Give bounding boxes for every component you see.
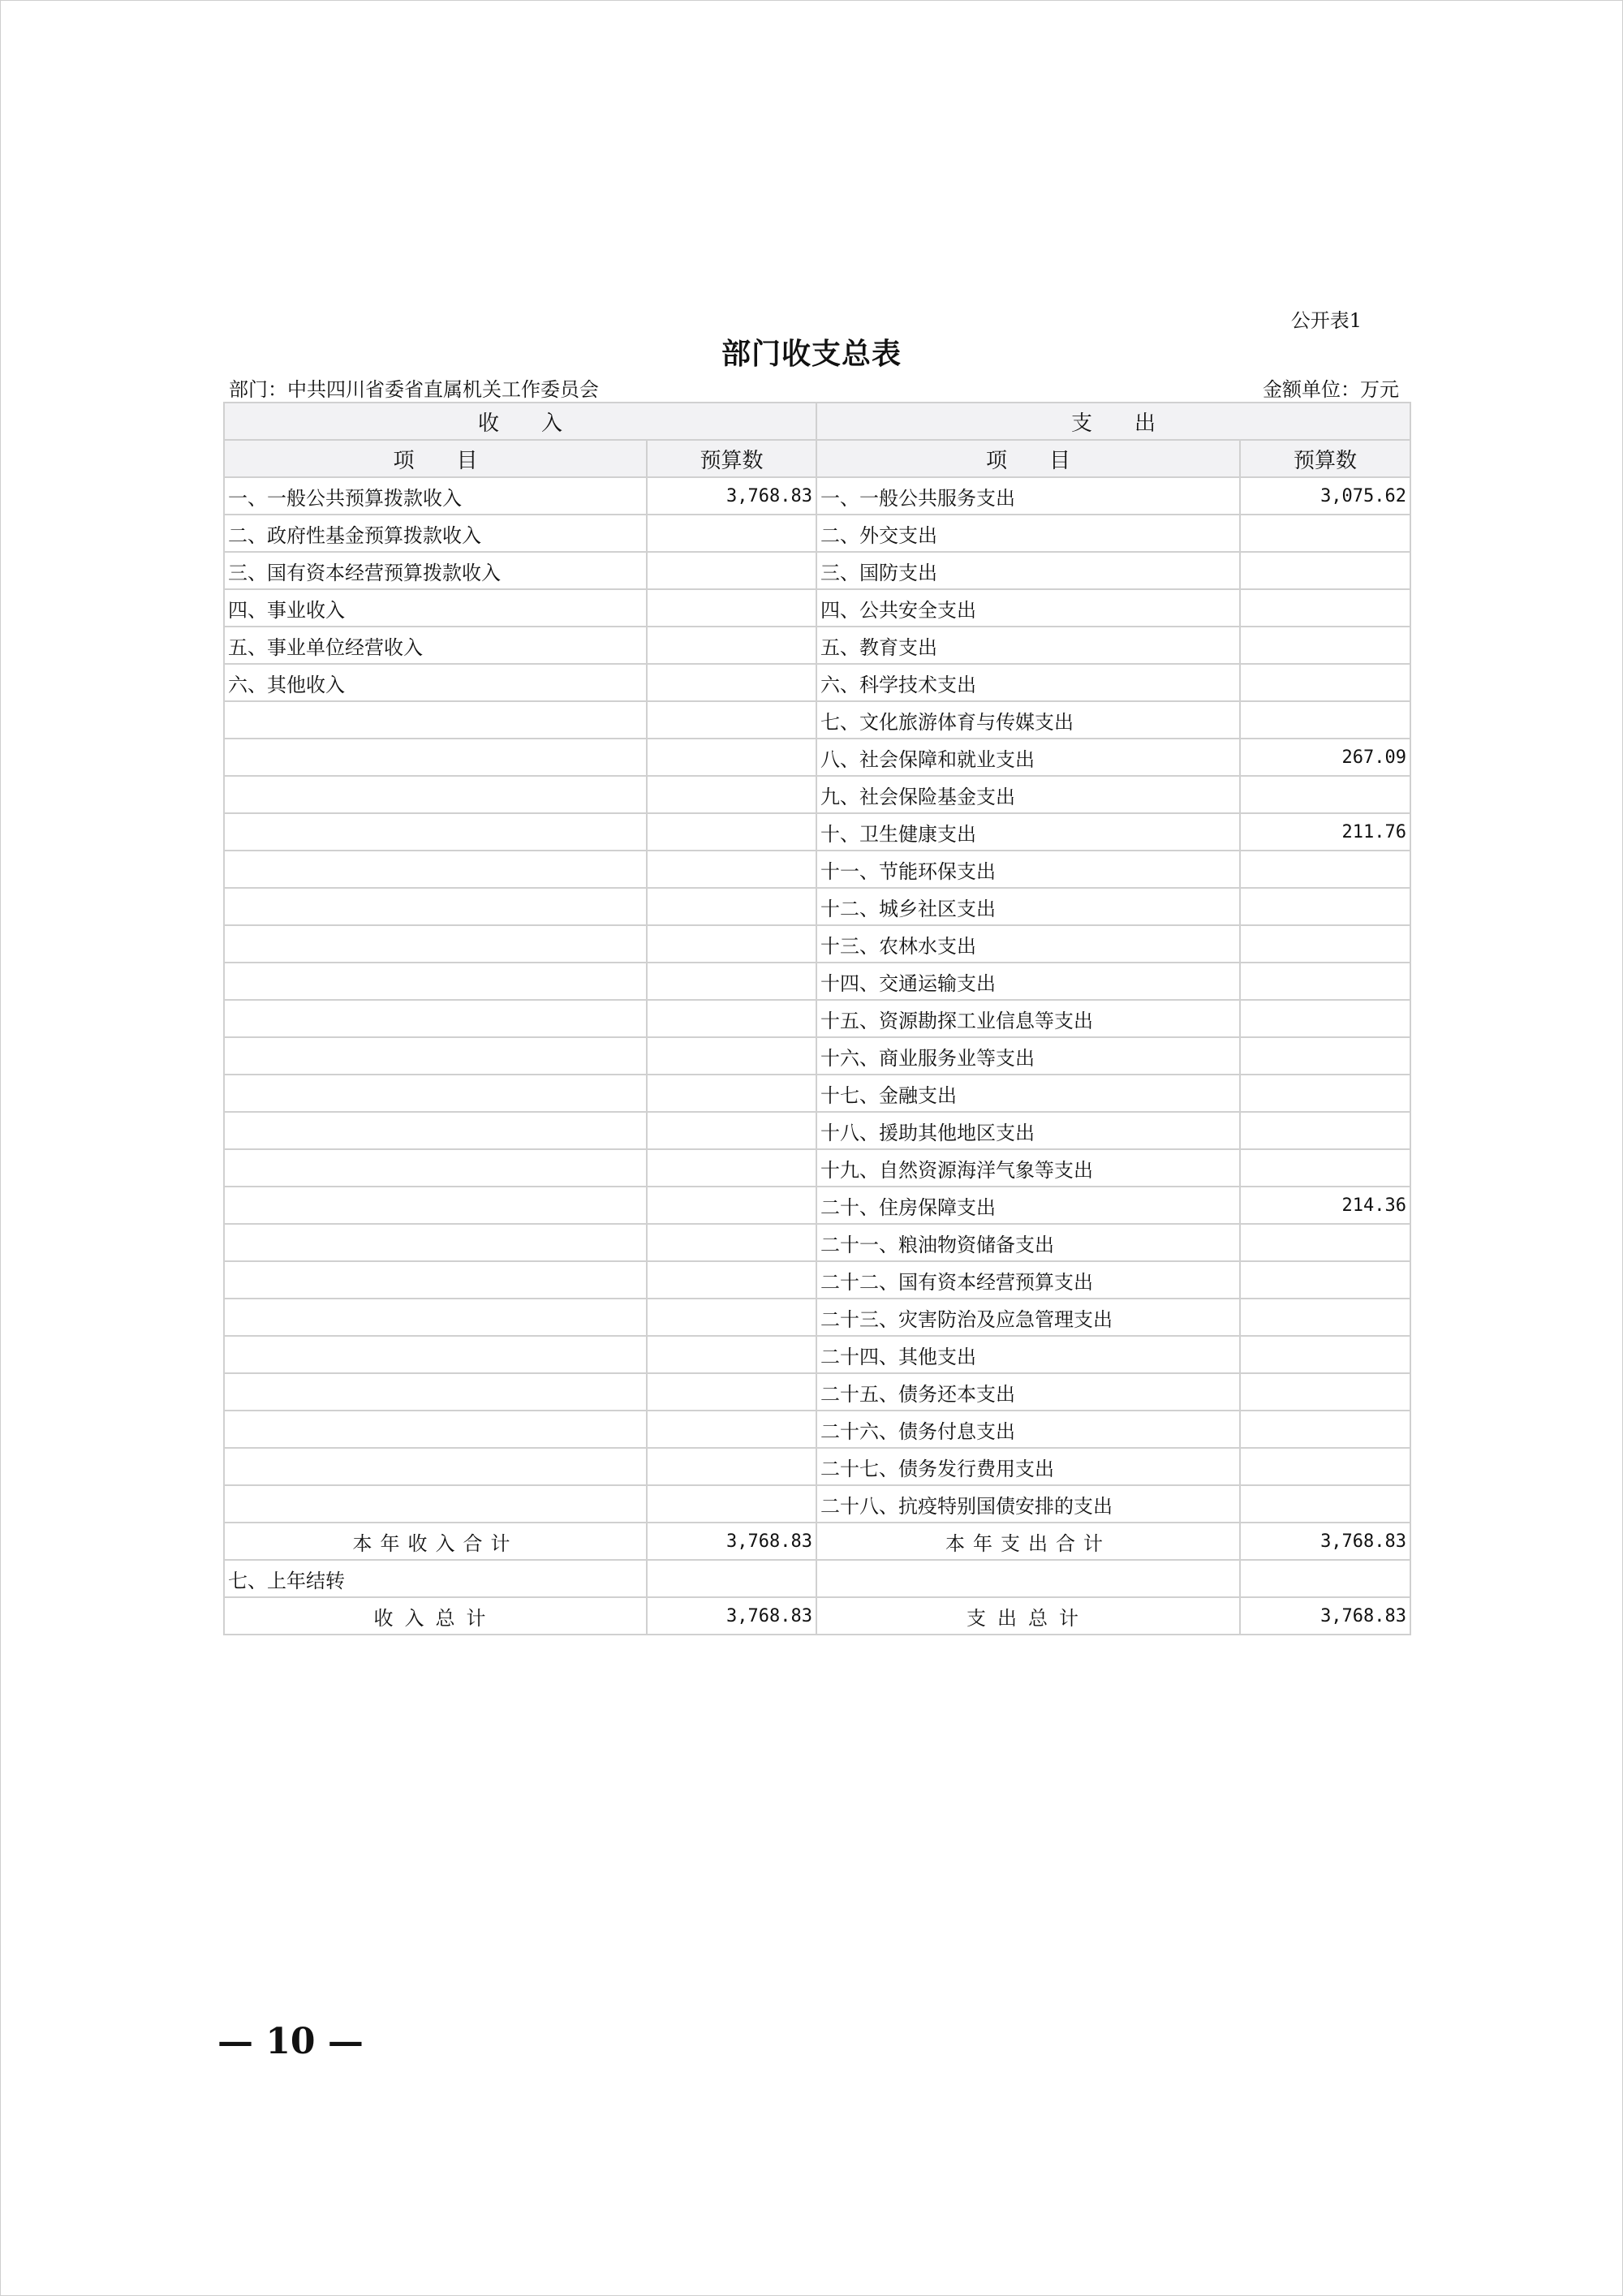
income-item-cell <box>224 1037 647 1075</box>
income-value-cell <box>647 701 816 739</box>
income-item-cell <box>224 1000 647 1037</box>
income-item-cell: 六、其他收入 <box>224 664 647 701</box>
carryover-income-item: 七、上年结转 <box>224 1560 647 1597</box>
expense-value-cell <box>1240 1261 1410 1299</box>
expense-value-cell <box>1240 1299 1410 1336</box>
expense-item-cell: 八、社会保障和就业支出 <box>816 739 1240 776</box>
expense-value-cell <box>1240 1448 1410 1485</box>
expense-value-cell <box>1240 888 1410 925</box>
income-value-cell <box>647 1448 816 1485</box>
table-section-header <box>224 403 1410 440</box>
amount-unit-label: 金额单位：万元 <box>1263 378 1399 401</box>
expense-value-cell: 214.36 <box>1240 1187 1410 1224</box>
expense-value-cell <box>1240 1373 1410 1411</box>
page-number: — 10 — <box>217 2021 364 2062</box>
income-value-cell <box>647 515 816 552</box>
document-title: 部门收支总表 <box>721 338 902 371</box>
expense-item-cell: 二十、住房保障支出 <box>816 1187 1240 1224</box>
expense-value-cell <box>1240 925 1410 963</box>
income-item-cell <box>224 1411 647 1448</box>
income-item-cell <box>224 1299 647 1336</box>
income-value-cell <box>647 963 816 1000</box>
income-item-cell <box>224 813 647 851</box>
income-value-cell <box>647 1224 816 1261</box>
income-value-cell <box>647 589 816 627</box>
income-value-cell <box>647 851 816 888</box>
expense-item-cell: 六、科学技术支出 <box>816 664 1240 701</box>
department-label: 部门：中共四川省委省直属机关工作委员会 <box>229 378 599 401</box>
income-item-column-header: 项 目 <box>224 440 647 477</box>
year-income-total-value: 3,768.83 <box>647 1523 816 1560</box>
income-item-cell <box>224 1336 647 1373</box>
expense-value-cell <box>1240 1075 1410 1112</box>
income-value-cell <box>647 813 816 851</box>
expense-value-cell <box>1240 1411 1410 1448</box>
form-number: 公开表1 <box>1290 309 1362 332</box>
income-budget-column-header: 预算数 <box>647 440 816 477</box>
income-value-cell <box>647 1075 816 1112</box>
expense-value-cell <box>1240 1000 1410 1037</box>
table-row <box>224 851 1410 888</box>
table-row <box>224 1261 1410 1299</box>
table-row <box>224 739 1410 776</box>
expense-item-cell: 五、教育支出 <box>816 627 1240 664</box>
expense-item-cell: 十九、自然资源海洋气象等支出 <box>816 1149 1240 1187</box>
expense-value-cell <box>1240 1112 1410 1149</box>
income-value-cell <box>647 1299 816 1336</box>
expense-value-cell <box>1240 1149 1410 1187</box>
expense-item-cell: 二十一、粮油物资储备支出 <box>816 1224 1240 1261</box>
income-item-cell: 四、事业收入 <box>224 589 647 627</box>
table-row <box>224 1000 1410 1037</box>
expense-item-cell: 十、卫生健康支出 <box>816 813 1240 851</box>
grand-expense-total-value: 3,768.83 <box>1240 1597 1410 1635</box>
table-row <box>224 664 1410 701</box>
income-section-header: 收 入 <box>224 403 816 440</box>
grand-income-total-value: 3,768.83 <box>647 1597 816 1635</box>
income-item-cell <box>224 925 647 963</box>
income-item-cell: 一、一般公共预算拨款收入 <box>224 477 647 515</box>
table-row <box>224 813 1410 851</box>
carryover-income-value <box>647 1560 816 1597</box>
year-income-total-label: 本年收入合计 <box>224 1523 647 1560</box>
table-row <box>224 1075 1410 1112</box>
table-row <box>224 888 1410 925</box>
table-row <box>224 925 1410 963</box>
expense-item-cell: 十七、金融支出 <box>816 1075 1240 1112</box>
income-value-cell <box>647 1261 816 1299</box>
income-value-cell <box>647 1336 816 1373</box>
income-item-cell: 五、事业单位经营收入 <box>224 627 647 664</box>
expense-value-cell <box>1240 1485 1410 1523</box>
income-item-cell: 二、政府性基金预算拨款收入 <box>224 515 647 552</box>
expense-budget-column-header: 预算数 <box>1240 440 1410 477</box>
expense-item-cell: 十五、资源勘探工业信息等支出 <box>816 1000 1240 1037</box>
table-row <box>224 1485 1410 1523</box>
table-row <box>224 1224 1410 1261</box>
expense-value-cell <box>1240 851 1410 888</box>
year-expense-total-label: 本年支出合计 <box>816 1523 1240 1560</box>
table-row <box>224 1187 1410 1224</box>
income-value-cell <box>647 1000 816 1037</box>
income-value-cell <box>647 664 816 701</box>
income-value-cell <box>647 1411 816 1448</box>
expense-item-cell: 十四、交通运输支出 <box>816 963 1240 1000</box>
expense-value-cell <box>1240 776 1410 813</box>
expense-item-column-header: 项 目 <box>816 440 1240 477</box>
income-item-cell <box>224 739 647 776</box>
income-item-cell <box>224 1149 647 1187</box>
table-row <box>224 701 1410 739</box>
expense-item-cell: 二十七、债务发行费用支出 <box>816 1448 1240 1485</box>
grand-income-total-label: 收入总计 <box>224 1597 647 1635</box>
income-item-cell: 三、国有资本经营预算拨款收入 <box>224 552 647 589</box>
expense-value-cell <box>1240 515 1410 552</box>
income-item-cell <box>224 701 647 739</box>
expense-item-cell: 十八、援助其他地区支出 <box>816 1112 1240 1149</box>
table-row <box>224 1448 1410 1485</box>
expense-item-cell: 三、国防支出 <box>816 552 1240 589</box>
carryover-expense-item <box>816 1560 1240 1597</box>
table-row <box>224 1149 1410 1187</box>
table-row <box>224 1299 1410 1336</box>
income-item-cell <box>224 1075 647 1112</box>
income-item-cell <box>224 1485 647 1523</box>
expense-item-cell: 二十五、债务还本支出 <box>816 1373 1240 1411</box>
expense-value-cell: 3,075.62 <box>1240 477 1410 515</box>
income-item-cell <box>224 1261 647 1299</box>
table-row <box>224 1112 1410 1149</box>
expense-value-cell: 211.76 <box>1240 813 1410 851</box>
expense-value-cell <box>1240 1336 1410 1373</box>
expense-item-cell: 十一、节能环保支出 <box>816 851 1240 888</box>
table-row <box>224 627 1410 664</box>
expense-item-cell: 十三、农林水支出 <box>816 925 1240 963</box>
expense-item-cell: 四、公共安全支出 <box>816 589 1240 627</box>
table-row <box>224 1336 1410 1373</box>
expense-value-cell: 267.09 <box>1240 739 1410 776</box>
table-row <box>224 552 1410 589</box>
grand-expense-total-label: 支出总计 <box>816 1597 1240 1635</box>
income-value-cell <box>647 776 816 813</box>
income-item-cell <box>224 1448 647 1485</box>
income-value-cell <box>647 1485 816 1523</box>
table-row <box>224 515 1410 552</box>
expense-item-cell: 七、文化旅游体育与传媒支出 <box>816 701 1240 739</box>
table-row <box>224 1037 1410 1075</box>
expense-value-cell <box>1240 963 1410 1000</box>
income-value-cell <box>647 1187 816 1224</box>
expense-value-cell <box>1240 664 1410 701</box>
expense-value-cell <box>1240 1037 1410 1075</box>
income-value-cell <box>647 1112 816 1149</box>
expense-item-cell: 九、社会保险基金支出 <box>816 776 1240 813</box>
expense-item-cell: 二十三、灾害防治及应急管理支出 <box>816 1299 1240 1336</box>
expense-value-cell <box>1240 552 1410 589</box>
income-item-cell <box>224 963 647 1000</box>
table-column-header <box>224 440 1410 477</box>
table-row <box>224 1411 1410 1448</box>
income-item-cell <box>224 1187 647 1224</box>
expense-item-cell: 十二、城乡社区支出 <box>816 888 1240 925</box>
table-row <box>224 589 1410 627</box>
expense-item-cell: 二十八、抗疫特别国债安排的支出 <box>816 1485 1240 1523</box>
expense-section-header: 支 出 <box>816 403 1410 440</box>
income-item-cell <box>224 1112 647 1149</box>
income-item-cell <box>224 1373 647 1411</box>
expense-value-cell <box>1240 627 1410 664</box>
income-item-cell <box>224 1224 647 1261</box>
expense-item-cell: 二十二、国有资本经营预算支出 <box>816 1261 1240 1299</box>
income-value-cell <box>647 1149 816 1187</box>
expense-value-cell <box>1240 589 1410 627</box>
income-value-cell <box>647 552 816 589</box>
year-total-row <box>224 1523 1410 1560</box>
income-item-cell <box>224 888 647 925</box>
table-row <box>224 776 1410 813</box>
income-value-cell: 3,768.83 <box>647 477 816 515</box>
income-item-cell <box>224 776 647 813</box>
income-value-cell <box>647 925 816 963</box>
table-row <box>224 477 1410 515</box>
grand-total-row <box>224 1597 1410 1635</box>
expense-item-cell: 十六、商业服务业等支出 <box>816 1037 1240 1075</box>
table-row <box>224 963 1410 1000</box>
income-value-cell <box>647 1373 816 1411</box>
expense-value-cell <box>1240 1224 1410 1261</box>
expense-item-cell: 二十四、其他支出 <box>816 1336 1240 1373</box>
table-row <box>224 1373 1410 1411</box>
income-value-cell <box>647 739 816 776</box>
income-item-cell <box>224 851 647 888</box>
expense-item-cell: 一、一般公共服务支出 <box>816 477 1240 515</box>
year-expense-total-value: 3,768.83 <box>1240 1523 1410 1560</box>
expense-item-cell: 二、外交支出 <box>816 515 1240 552</box>
budget-summary-table <box>223 402 1411 1635</box>
carryover-row <box>224 1560 1410 1597</box>
income-value-cell <box>647 888 816 925</box>
income-value-cell <box>647 627 816 664</box>
expense-value-cell <box>1240 701 1410 739</box>
expense-item-cell: 二十六、债务付息支出 <box>816 1411 1240 1448</box>
income-value-cell <box>647 1037 816 1075</box>
carryover-expense-value <box>1240 1560 1410 1597</box>
